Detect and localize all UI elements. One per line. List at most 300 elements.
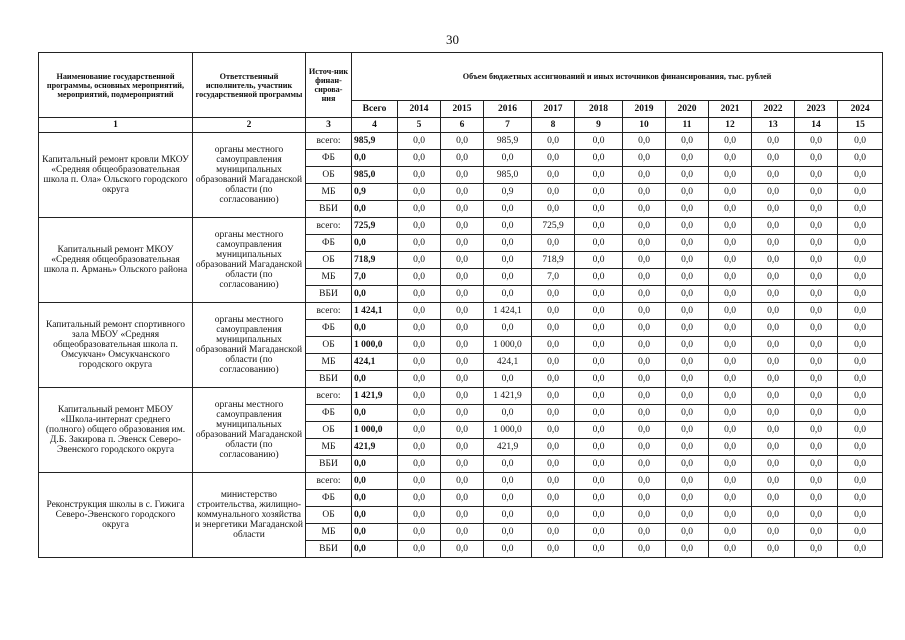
year-amount: 0,0	[838, 354, 883, 371]
year-amount: 0,0	[838, 133, 883, 150]
year-amount: 0,0	[441, 354, 484, 371]
column-number: 8	[532, 118, 575, 133]
year-amount: 0,0	[709, 133, 752, 150]
year-amount: 0,0	[532, 524, 575, 541]
year-amount: 0,0	[795, 524, 838, 541]
year-amount: 0,0	[441, 405, 484, 422]
funding-source: ОБ	[306, 422, 352, 439]
column-numbers-row	[39, 118, 883, 133]
year-amount: 0,0	[795, 269, 838, 286]
year-amount: 725,9	[532, 218, 575, 235]
year-amount: 0,0	[398, 490, 441, 507]
year-amount: 0,0	[752, 252, 795, 269]
year-amount: 0,0	[532, 167, 575, 184]
header-year: 2014	[398, 101, 441, 118]
header-year: 2017	[532, 101, 575, 118]
year-amount: 0,9	[484, 184, 532, 201]
year-amount: 0,0	[398, 524, 441, 541]
table-row	[39, 133, 883, 150]
year-amount: 0,0	[484, 218, 532, 235]
year-amount: 0,0	[709, 405, 752, 422]
year-amount: 0,0	[666, 541, 709, 558]
funding-source: ОБ	[306, 507, 352, 524]
year-amount: 0,0	[709, 422, 752, 439]
year-amount: 0,0	[666, 473, 709, 490]
year-amount: 0,0	[623, 422, 666, 439]
year-amount: 0,0	[795, 150, 838, 167]
year-amount: 0,0	[398, 507, 441, 524]
year-amount: 0,0	[575, 388, 623, 405]
year-amount: 0,0	[623, 541, 666, 558]
column-number: 2	[193, 118, 306, 133]
year-amount: 0,0	[575, 133, 623, 150]
column-number: 6	[441, 118, 484, 133]
year-amount: 0,0	[575, 422, 623, 439]
column-number: 10	[623, 118, 666, 133]
year-amount: 0,0	[398, 388, 441, 405]
year-amount: 0,0	[666, 184, 709, 201]
year-amount: 0,0	[441, 150, 484, 167]
year-amount: 0,0	[666, 218, 709, 235]
year-amount: 0,0	[709, 286, 752, 303]
year-amount: 0,0	[441, 286, 484, 303]
year-amount: 0,0	[795, 439, 838, 456]
year-amount: 0,0	[838, 388, 883, 405]
year-amount: 0,0	[709, 167, 752, 184]
year-amount: 0,0	[666, 456, 709, 473]
year-amount: 0,0	[532, 490, 575, 507]
year-amount: 0,0	[838, 201, 883, 218]
year-amount: 0,0	[441, 303, 484, 320]
year-amount: 0,0	[752, 354, 795, 371]
year-amount: 0,0	[441, 490, 484, 507]
year-amount: 0,0	[838, 524, 883, 541]
table-row	[39, 473, 883, 490]
funding-source: ВБИ	[306, 201, 352, 218]
total-amount: 0,0	[352, 507, 398, 524]
column-number: 9	[575, 118, 623, 133]
year-amount: 0,0	[532, 201, 575, 218]
year-amount: 0,0	[623, 507, 666, 524]
year-amount: 0,0	[795, 286, 838, 303]
year-amount: 0,0	[752, 371, 795, 388]
year-amount: 0,0	[666, 354, 709, 371]
year-amount: 0,0	[575, 371, 623, 388]
year-amount: 0,0	[666, 252, 709, 269]
year-amount: 0,0	[752, 235, 795, 252]
year-amount: 0,0	[838, 235, 883, 252]
year-amount: 0,0	[575, 167, 623, 184]
year-amount: 0,0	[623, 269, 666, 286]
year-amount: 0,0	[484, 507, 532, 524]
funding-source: ОБ	[306, 337, 352, 354]
year-amount: 1 000,0	[484, 422, 532, 439]
year-amount: 0,0	[752, 320, 795, 337]
responsible-executor: органы местного самоуправления муниципальных образований Магаданской области (по согласованию)	[193, 133, 306, 218]
total-amount: 725,9	[352, 218, 398, 235]
total-amount: 0,0	[352, 320, 398, 337]
year-amount: 0,0	[532, 371, 575, 388]
year-amount: 0,0	[838, 422, 883, 439]
year-amount: 0,0	[709, 456, 752, 473]
total-amount: 1 421,9	[352, 388, 398, 405]
year-amount: 0,0	[532, 405, 575, 422]
year-amount: 0,0	[623, 388, 666, 405]
total-amount: 0,0	[352, 150, 398, 167]
year-amount: 0,0	[623, 473, 666, 490]
year-amount: 0,0	[441, 456, 484, 473]
year-amount: 0,0	[838, 303, 883, 320]
header-row	[39, 53, 883, 101]
year-amount: 0,0	[484, 201, 532, 218]
header-total: Всего	[352, 101, 398, 118]
year-amount: 0,0	[575, 235, 623, 252]
header-year: 2018	[575, 101, 623, 118]
year-amount: 0,0	[575, 541, 623, 558]
year-amount: 0,0	[441, 218, 484, 235]
year-amount: 0,0	[398, 269, 441, 286]
year-amount: 1 424,1	[484, 303, 532, 320]
year-amount: 0,0	[838, 150, 883, 167]
year-amount: 0,0	[623, 337, 666, 354]
year-amount: 0,0	[532, 320, 575, 337]
year-amount: 0,0	[575, 201, 623, 218]
year-amount: 0,0	[575, 473, 623, 490]
year-amount: 0,0	[666, 507, 709, 524]
year-amount: 0,0	[575, 405, 623, 422]
year-amount: 0,0	[398, 218, 441, 235]
year-amount: 0,0	[795, 184, 838, 201]
year-amount: 0,0	[623, 490, 666, 507]
column-number: 12	[709, 118, 752, 133]
year-amount: 0,0	[838, 490, 883, 507]
year-amount: 1 000,0	[484, 337, 532, 354]
header-year: 2022	[752, 101, 795, 118]
year-amount: 0,0	[532, 150, 575, 167]
year-amount: 0,0	[752, 507, 795, 524]
year-amount: 0,0	[666, 269, 709, 286]
year-amount: 0,0	[795, 490, 838, 507]
responsible-executor: министерство строительства, жилищно-коммунального хозяйства и энергетики Магаданской области	[193, 473, 306, 558]
year-amount: 0,0	[838, 507, 883, 524]
year-amount: 0,0	[795, 473, 838, 490]
funding-source: всего:	[306, 473, 352, 490]
year-amount: 0,0	[709, 303, 752, 320]
column-number: 7	[484, 118, 532, 133]
page-number: 30	[446, 32, 459, 47]
header-year: 2020	[666, 101, 709, 118]
year-amount: 0,0	[532, 303, 575, 320]
header-year: 2016	[484, 101, 532, 118]
year-amount: 0,0	[752, 337, 795, 354]
year-amount: 0,0	[575, 218, 623, 235]
program-name: Реконструкция школы в с. Гижига Северо-Эвенского городского округа	[39, 473, 193, 558]
year-amount: 0,0	[795, 218, 838, 235]
funding-source: всего:	[306, 388, 352, 405]
year-amount: 0,0	[398, 354, 441, 371]
year-amount: 0,0	[623, 405, 666, 422]
year-amount: 0,0	[666, 490, 709, 507]
header-name: Наименование государственной программы, основных мероприятий, мероприятий, подмероприятий	[39, 53, 193, 118]
year-amount: 0,0	[484, 473, 532, 490]
total-amount: 1 000,0	[352, 422, 398, 439]
table-row	[39, 218, 883, 235]
year-amount: 0,0	[666, 337, 709, 354]
year-amount: 0,0	[441, 541, 484, 558]
year-amount: 0,0	[575, 303, 623, 320]
year-amount: 0,0	[666, 201, 709, 218]
year-amount: 0,0	[441, 439, 484, 456]
year-amount: 0,0	[838, 473, 883, 490]
year-amount: 0,0	[752, 422, 795, 439]
year-amount: 0,0	[838, 218, 883, 235]
year-amount: 0,0	[666, 320, 709, 337]
year-amount: 0,0	[623, 286, 666, 303]
funding-source: ВБИ	[306, 286, 352, 303]
year-amount: 0,0	[532, 354, 575, 371]
year-amount: 0,0	[752, 439, 795, 456]
funding-source: всего:	[306, 303, 352, 320]
year-amount: 0,0	[623, 371, 666, 388]
funding-source: всего:	[306, 218, 352, 235]
header-year: 2023	[795, 101, 838, 118]
funding-source: ВБИ	[306, 541, 352, 558]
year-amount: 0,0	[795, 405, 838, 422]
total-amount: 0,0	[352, 473, 398, 490]
year-amount: 0,0	[484, 286, 532, 303]
year-amount: 0,0	[795, 133, 838, 150]
header-amounts-title: Объем бюджетных ассигнований и иных источников финансирования, тыс. рублей	[352, 53, 883, 101]
year-amount: 0,0	[752, 388, 795, 405]
year-amount: 0,0	[666, 371, 709, 388]
year-amount: 0,0	[795, 388, 838, 405]
year-amount: 0,0	[795, 337, 838, 354]
header-year: 2021	[709, 101, 752, 118]
year-amount: 0,0	[398, 371, 441, 388]
year-amount: 421,9	[484, 439, 532, 456]
year-amount: 0,0	[709, 490, 752, 507]
year-amount: 0,0	[398, 405, 441, 422]
year-amount: 0,0	[398, 422, 441, 439]
year-amount: 0,0	[666, 439, 709, 456]
year-amount: 985,0	[484, 167, 532, 184]
year-amount: 0,0	[666, 388, 709, 405]
year-amount: 0,0	[709, 541, 752, 558]
year-amount: 0,0	[838, 184, 883, 201]
total-amount: 0,0	[352, 286, 398, 303]
header-year: 2019	[623, 101, 666, 118]
year-amount: 0,0	[795, 354, 838, 371]
year-amount: 0,0	[532, 507, 575, 524]
funding-source: ВБИ	[306, 456, 352, 473]
program-name: Капитальный ремонт МКОУ «Средняя общеобразовательная школа п. Армань» Ольского района	[39, 218, 193, 303]
total-amount: 0,0	[352, 201, 398, 218]
year-amount: 0,0	[441, 371, 484, 388]
year-amount: 0,0	[752, 473, 795, 490]
year-amount: 0,0	[623, 218, 666, 235]
year-amount: 0,0	[532, 541, 575, 558]
funding-source: ФБ	[306, 405, 352, 422]
year-amount: 0,0	[575, 456, 623, 473]
year-amount: 0,0	[441, 388, 484, 405]
year-amount: 0,0	[532, 473, 575, 490]
funding-source: ФБ	[306, 235, 352, 252]
year-amount: 0,0	[838, 371, 883, 388]
year-amount: 0,0	[666, 133, 709, 150]
table-row	[39, 303, 883, 320]
total-amount: 1 424,1	[352, 303, 398, 320]
funding-source: всего:	[306, 133, 352, 150]
year-amount: 0,0	[398, 303, 441, 320]
responsible-executor: органы местного самоуправления муниципальных образований Магаданской области (по согласованию)	[193, 388, 306, 473]
funding-source: ФБ	[306, 150, 352, 167]
year-amount: 0,0	[484, 252, 532, 269]
year-amount: 0,0	[709, 371, 752, 388]
budget-table	[38, 52, 883, 558]
year-amount: 0,0	[666, 235, 709, 252]
year-amount: 0,0	[709, 388, 752, 405]
funding-source: ФБ	[306, 320, 352, 337]
year-amount: 0,0	[752, 286, 795, 303]
total-amount: 424,1	[352, 354, 398, 371]
year-amount: 0,0	[623, 133, 666, 150]
year-amount: 0,0	[575, 524, 623, 541]
year-amount: 0,0	[441, 507, 484, 524]
funding-source: МБ	[306, 269, 352, 286]
year-amount: 7,0	[532, 269, 575, 286]
year-amount: 0,0	[752, 405, 795, 422]
year-amount: 0,0	[398, 201, 441, 218]
year-amount: 0,0	[838, 167, 883, 184]
year-amount: 0,0	[752, 201, 795, 218]
year-amount: 0,0	[709, 150, 752, 167]
year-amount: 0,0	[532, 422, 575, 439]
year-amount: 0,0	[709, 439, 752, 456]
year-amount: 1 421,9	[484, 388, 532, 405]
year-amount: 0,0	[575, 439, 623, 456]
year-amount: 0,0	[795, 371, 838, 388]
year-amount: 0,0	[838, 320, 883, 337]
year-amount: 0,0	[752, 541, 795, 558]
year-amount: 0,0	[623, 150, 666, 167]
year-amount: 0,0	[795, 235, 838, 252]
year-amount: 0,0	[752, 269, 795, 286]
year-amount: 0,0	[441, 201, 484, 218]
funding-source: ОБ	[306, 167, 352, 184]
total-amount: 421,9	[352, 439, 398, 456]
year-amount: 0,0	[795, 252, 838, 269]
year-amount: 0,0	[838, 405, 883, 422]
year-amount: 0,0	[398, 184, 441, 201]
year-amount: 0,0	[398, 235, 441, 252]
responsible-executor: органы местного самоуправления муниципальных образований Магаданской области (по согласованию)	[193, 218, 306, 303]
year-amount: 0,0	[398, 337, 441, 354]
year-amount: 0,0	[709, 524, 752, 541]
total-amount: 7,0	[352, 269, 398, 286]
year-amount: 0,0	[709, 201, 752, 218]
year-amount: 0,0	[752, 490, 795, 507]
year-amount: 0,0	[838, 439, 883, 456]
year-amount: 0,0	[441, 269, 484, 286]
year-amount: 0,0	[484, 456, 532, 473]
year-amount: 0,0	[709, 184, 752, 201]
year-amount: 0,0	[623, 252, 666, 269]
year-amount: 0,0	[709, 218, 752, 235]
year-amount: 0,0	[709, 473, 752, 490]
year-amount: 0,0	[441, 133, 484, 150]
year-amount: 0,0	[398, 133, 441, 150]
header-executor: Ответственный исполнитель, участник государственной программы	[193, 53, 306, 118]
year-amount: 0,0	[623, 235, 666, 252]
year-amount: 0,0	[532, 337, 575, 354]
year-amount: 0,0	[441, 337, 484, 354]
funding-source: ФБ	[306, 490, 352, 507]
year-amount: 0,0	[532, 388, 575, 405]
year-amount: 0,0	[752, 218, 795, 235]
year-amount: 0,0	[709, 252, 752, 269]
year-amount: 0,0	[752, 456, 795, 473]
year-amount: 0,0	[795, 422, 838, 439]
year-amount: 0,0	[623, 184, 666, 201]
year-amount: 0,0	[484, 150, 532, 167]
funding-source: МБ	[306, 184, 352, 201]
total-amount: 0,0	[352, 235, 398, 252]
year-amount: 0,0	[838, 337, 883, 354]
year-amount: 0,0	[575, 184, 623, 201]
year-amount: 0,0	[484, 524, 532, 541]
year-amount: 0,0	[666, 405, 709, 422]
year-amount: 0,0	[752, 184, 795, 201]
funding-source: МБ	[306, 439, 352, 456]
year-amount: 0,0	[623, 354, 666, 371]
funding-source: ОБ	[306, 252, 352, 269]
funding-source: МБ	[306, 524, 352, 541]
year-amount: 0,0	[398, 456, 441, 473]
year-amount: 0,0	[709, 337, 752, 354]
column-number: 4	[352, 118, 398, 133]
column-number: 15	[838, 118, 883, 133]
header-year: 2024	[838, 101, 883, 118]
year-amount: 0,0	[623, 439, 666, 456]
total-amount: 0,0	[352, 524, 398, 541]
year-amount: 985,9	[484, 133, 532, 150]
year-amount: 0,0	[838, 286, 883, 303]
column-number: 5	[398, 118, 441, 133]
year-amount: 0,0	[532, 439, 575, 456]
year-amount: 0,0	[441, 320, 484, 337]
year-amount: 0,0	[441, 422, 484, 439]
total-amount: 0,0	[352, 541, 398, 558]
year-amount: 0,0	[752, 524, 795, 541]
year-amount: 0,0	[398, 252, 441, 269]
year-amount: 0,0	[709, 507, 752, 524]
year-amount: 0,0	[709, 320, 752, 337]
total-amount: 0,0	[352, 456, 398, 473]
year-amount: 0,0	[709, 235, 752, 252]
year-amount: 0,0	[441, 167, 484, 184]
column-number: 13	[752, 118, 795, 133]
year-amount: 0,0	[484, 371, 532, 388]
total-amount: 1 000,0	[352, 337, 398, 354]
year-amount: 0,0	[575, 490, 623, 507]
year-amount: 0,0	[838, 252, 883, 269]
year-amount: 0,0	[575, 507, 623, 524]
year-amount: 0,0	[666, 167, 709, 184]
year-amount: 0,0	[484, 235, 532, 252]
header-year: 2015	[441, 101, 484, 118]
year-amount: 0,0	[623, 303, 666, 320]
year-amount: 0,0	[752, 303, 795, 320]
